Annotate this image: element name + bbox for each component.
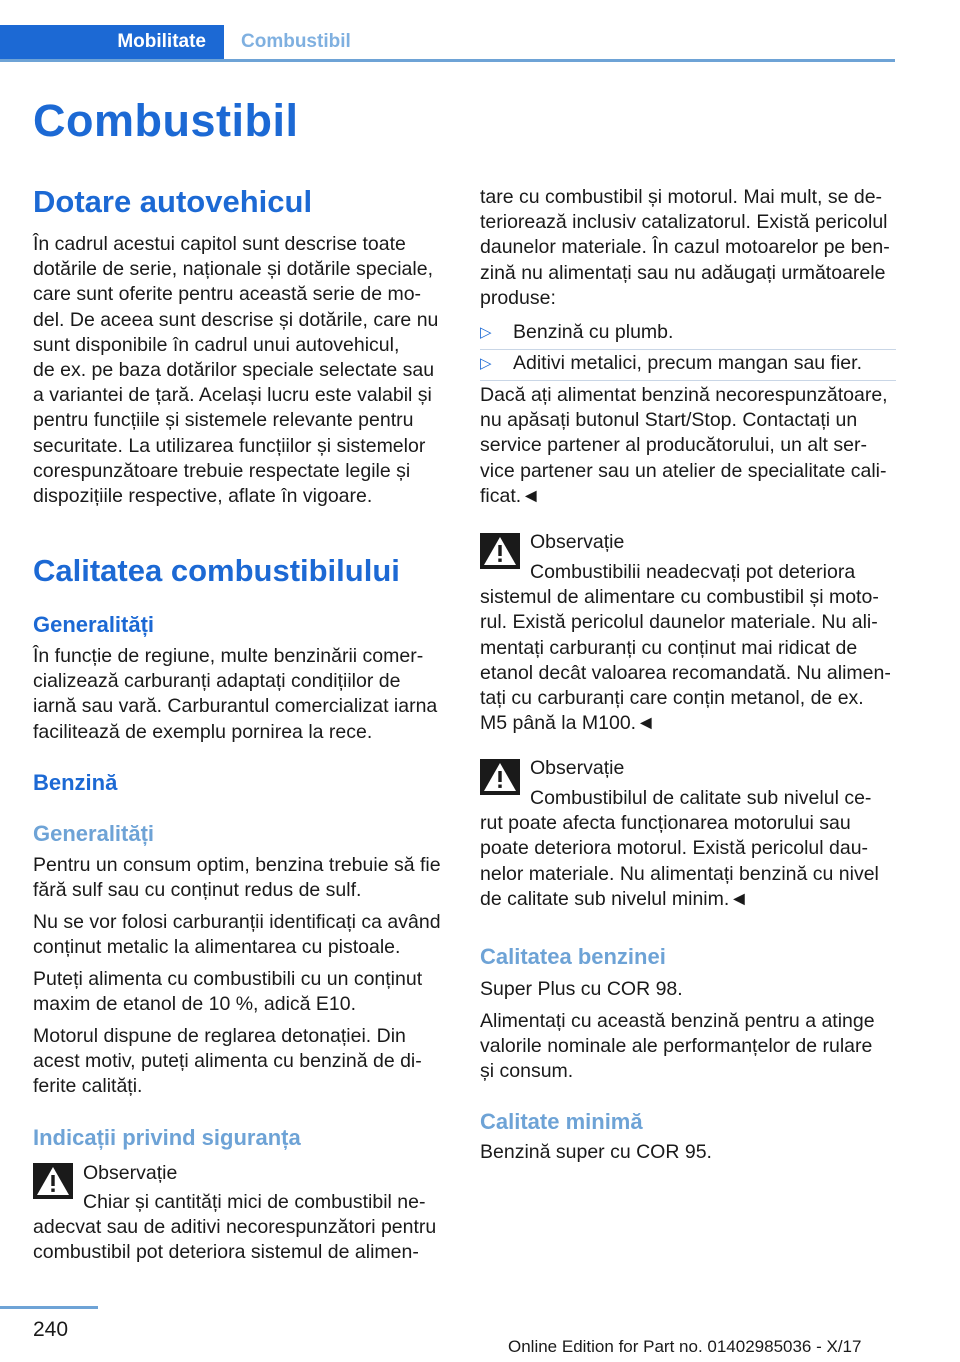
text-line: fără sulf sau cu conținut redus de sulf. <box>33 879 362 902</box>
warning-1-continued <box>480 185 896 311</box>
text-line: În funcție de regiune, multe benzinării comer‐ <box>33 645 424 667</box>
benzina-paragraph-1 <box>33 853 449 903</box>
text-line: rut poate afecta funcționarea motorului sau <box>480 812 851 835</box>
text-line: Dacă ați alimentat benzină necorespunzătoare, <box>480 384 888 406</box>
warning-2-heading: Observație <box>530 531 625 553</box>
super-plus-text: Super Plus cu COR 98. <box>480 978 683 1000</box>
text-line: conținut metalic la alimentarea cu pistoale. <box>33 936 401 959</box>
text-line: sunt disponibile în cadrul unui autovehicul, <box>33 333 400 356</box>
text-line: acest motiv, puteți alimenta cu benzină de di‐ <box>33 1050 422 1073</box>
generalitati-paragraph <box>33 644 449 745</box>
text-line: vice partener sau un atelier de specialitate cali‐ <box>480 459 887 482</box>
subtitle-calitate-minima: Calitate minimă <box>480 1109 643 1134</box>
tab-combustibil[interactable]: Combustibil <box>241 31 351 52</box>
subtitle-indicatii: Indicații privind siguranța <box>33 1125 301 1150</box>
warning-2-text <box>480 560 896 736</box>
tab-mobilitate[interactable]: Mobilitate <box>0 25 224 59</box>
text-line: Alimentați cu această benzină pentru a atinge <box>480 1010 875 1032</box>
warning-3-heading: Observație <box>530 757 625 779</box>
text-line: Pentru un consum optim, benzina trebuie să fie <box>33 854 441 876</box>
bullet-text: Aditivi metalici, precum mangan sau fier. <box>513 352 862 374</box>
text-line: maxim de etanol de 10 %, adică E10. <box>33 993 357 1016</box>
subtitle-benzina: Benzină <box>33 770 118 795</box>
text-line: cializează carburanți adaptați condițiilor de <box>33 670 401 693</box>
benzina-paragraph-4 <box>33 1024 449 1100</box>
text-line: combustibil pot deteriora sistemul de alimen‐ <box>33 1241 419 1264</box>
page-number: 240 <box>33 1318 69 1341</box>
text-line: tare cu combustibil și motorul. Mai mult, se de‐ <box>480 186 883 208</box>
bullet-triangle-icon: ▷ <box>480 324 492 341</box>
dotare-paragraph <box>33 232 449 509</box>
text-line: produse: <box>480 286 556 309</box>
section-title-calitatea: Calitatea combustibilului <box>33 553 400 588</box>
text-line: sistemul de alimentare cu combustibil și moto‐ <box>480 586 879 609</box>
text-line: și consum. <box>480 1060 574 1083</box>
section-title-dotare: Dotare autovehicul <box>33 184 313 219</box>
alimentati-paragraph <box>480 1009 896 1085</box>
text-line: zină nu alimentați sau nu adăugați următoarele <box>480 261 886 284</box>
bullet-triangle-icon: ▷ <box>480 355 492 372</box>
text-line: Combustibilul de calitate sub nivelul ce‐ <box>530 787 872 809</box>
text-line: teriorează inclusiv catalizatorul. Există pericolul <box>480 211 888 234</box>
text-line: poate deteriora motorul. Există pericolul dau‐ <box>480 837 869 860</box>
edition-note: Online Edition for Part no. 01402985036 - X/17 <box>508 1337 862 1356</box>
subtitle-generalitati-benzina: Generalități <box>33 821 155 846</box>
warning-1-text <box>33 1190 449 1266</box>
text-line: service partener al producătorului, un alt ser‐ <box>480 434 867 457</box>
text-line: del. De aceea sunt descrise și dotările, care nu <box>33 308 439 331</box>
text-line: de calitate sub nivelul minim.◄ <box>480 887 749 910</box>
text-line: pentru funcțiile și sistemele relevante pentru <box>33 409 414 432</box>
text-line: ferite calități. <box>33 1075 143 1098</box>
after-bullets-paragraph <box>480 383 896 509</box>
text-line: ficat.◄ <box>480 484 541 507</box>
text-line: În cadrul acestui capitol sunt descrise toate <box>33 233 406 255</box>
text-line: Combustibilii neadecvați pot deteriora <box>530 561 856 583</box>
text-line: dotările de serie, naționale și dotările speciale, <box>33 258 433 281</box>
text-line: corespunzătoare trebuie respectate legile și <box>33 459 411 482</box>
footer-divider <box>0 1306 98 1309</box>
text-line: tați cu carburanți care conțin metanol, de ex. <box>480 687 864 710</box>
text-line: a variantei de țară. Același lucru este valabil și <box>33 384 432 407</box>
divider <box>480 380 896 381</box>
benzina-paragraph-2 <box>33 910 449 960</box>
subtitle-generalitati: Generalități <box>33 612 155 637</box>
text-line: iarnă sau vară. Carburantul comercializat iarna <box>33 695 438 718</box>
text-line: daunelor materiale. În cazul motoarelor pe ben‐ <box>480 236 890 259</box>
text-line: facilitează de exemplu pornirea la rece. <box>33 720 373 743</box>
warning-3-text <box>480 786 896 912</box>
text-line: Motorul dispune de reglarea detonației. Din <box>33 1025 406 1047</box>
text-line: securitate. La utilizarea funcțiilor și sistemelor <box>33 434 426 457</box>
text-line: valorile nominale ale performanțelor de rulare <box>480 1035 873 1058</box>
text-line: Nu se vor folosi carburanții identificați ca având <box>33 911 441 933</box>
divider <box>480 349 896 350</box>
text-line: Chiar și cantități mici de combustibil ne‐ <box>83 1191 426 1213</box>
text-line: care sunt oferite pentru această serie de mo‐ <box>33 283 422 306</box>
text-line: mentați carburanți cu conținut mai ridicat de <box>480 636 858 659</box>
text-line: nelor materiale. Nu alimentați benzină cu nivel <box>480 862 879 885</box>
text-line: Puteți alimenta cu combustibili cu un conținut <box>33 968 423 990</box>
bullet-text: Benzină cu plumb. <box>513 321 674 343</box>
text-line: dispozițiile respective, aflate în vigoare. <box>33 485 373 508</box>
text-line: adecvat sau de aditivi necorespunzători pentru <box>33 1216 437 1239</box>
text-line: rul. Există pericolul daunelor materiale. Nu ali‐ <box>480 611 878 634</box>
subtitle-calitatea-benzinei: Calitatea benzinei <box>480 944 666 969</box>
warning-1-heading: Observație <box>83 1162 178 1184</box>
text-line: etanol decât valoarea recomandată. Nu alimen‐ <box>480 661 891 684</box>
benzina-super-text: Benzină super cu COR 95. <box>480 1141 712 1163</box>
benzina-paragraph-3 <box>33 967 449 1017</box>
text-line: M5 până la M100.◄ <box>480 712 656 735</box>
text-line: de ex. pe baza dotărilor speciale selectate sau <box>33 359 435 382</box>
header-tab-bar <box>0 25 895 62</box>
chapter-title: Combustibil <box>33 95 299 146</box>
text-line: nu apăsați butonul Start/Stop. Contactați un <box>480 409 858 432</box>
